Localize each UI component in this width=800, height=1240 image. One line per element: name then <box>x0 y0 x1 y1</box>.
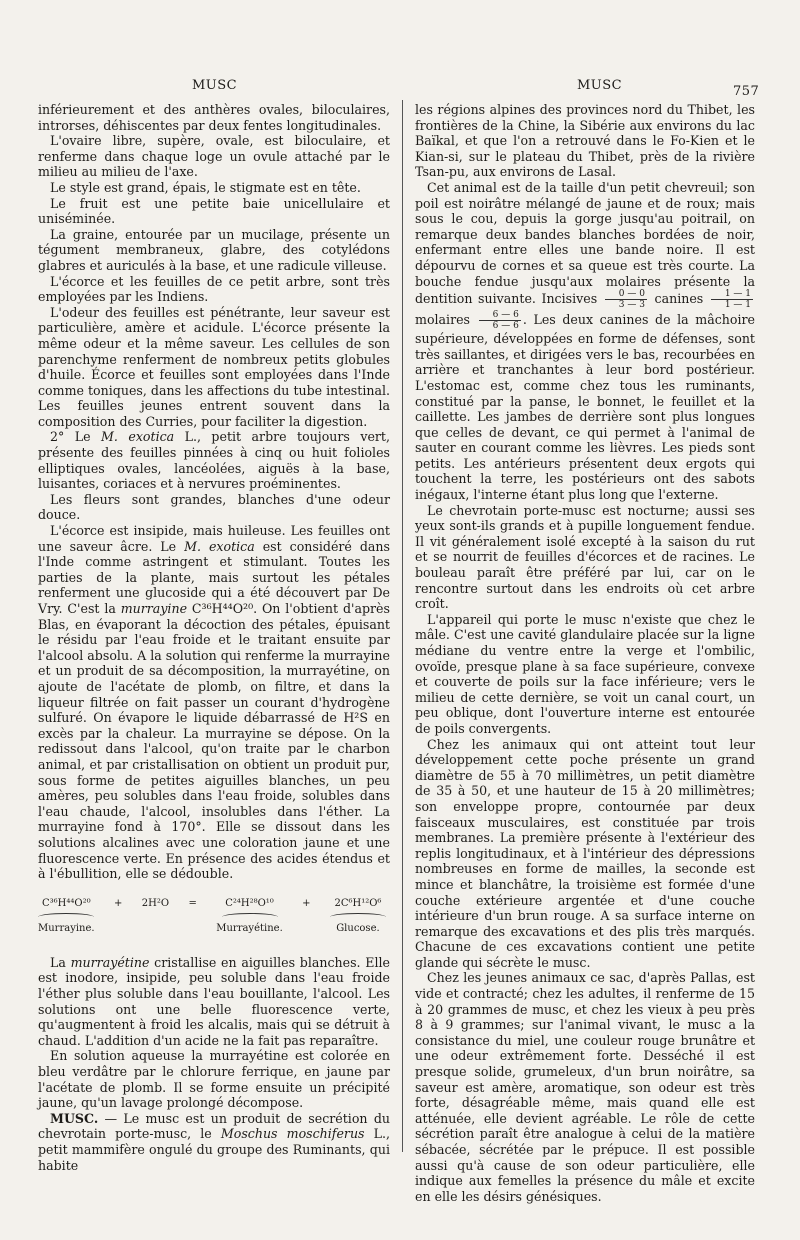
fraction-numerator: 6 — 6 <box>479 310 521 321</box>
paragraph: Chez les jeunes animaux ce sac, d'après Pallas, est vide et contracté; chez les adultes, il renferme de 15 à 20 grammes de musc, et chez les vieux à peu près 8 à 9 grammes; sur l'animal vivant, le musc a la consistance du miel, une couleur rouge brunâtre et une odeur extrêmement forte. Desséché il est presque solide, grumeleux, d'un brun noirâtre, sa saveur est amère, aromatique, son odeur est très forte, désagréable même, mais quand elle est atténuée, elle devient agréable. Le rôle de cette sécrétion paraît être analogue à celui de la matière sébacée, sécrétée par le prépuce. Il est possible aussi qu'à cause de son odeur particulière, elle indique aux femelles la présence du mâle et excite en elle les désirs génésiques. <box>415 970 755 1204</box>
text-run: L., petit mammifère ongulé du groupe des Ruminants, qui habite <box>38 1126 390 1173</box>
fraction-numerator: 0 — 0 <box>605 289 647 300</box>
running-head-left: MUSC <box>192 78 238 93</box>
formula-text: 2C⁶H¹²O⁶ <box>334 897 382 909</box>
formula-label: Murrayétine. <box>216 923 283 935</box>
text-run: est considéré dans l'Inde comme astringent et stimulant. Toutes les parties de la plante, mais surtout les pétales renferment une glucoside qui a été découvert par De Vry. C'est la <box>38 538 390 616</box>
formula-term <box>330 896 386 937</box>
compound-name: murrayétine <box>70 954 150 970</box>
species-name: Moschus moschiferus <box>220 1126 365 1142</box>
fraction-denominator: 6 — 6 <box>492 321 519 332</box>
formula-text: 2H²O <box>141 897 170 909</box>
paragraph: L'ovaire libre, supère, ovale, est biloculaire, et renferme dans chaque loge un ovule attaché par le milieu au milieu de l'axe. <box>38 133 390 180</box>
formula-term <box>216 896 283 937</box>
entry-head: MUSC. <box>50 1110 99 1126</box>
paragraph: les régions alpines des provinces nord du Thibet, les frontières de la Chine, la Sibérie aux environs du lac Baïkal, et que l'on a retrouvé dans le Fo-Kien et le Kian-si, sur le plateau du Thibet, près de la rivière Tsan-pu, aux environs de Lasal. <box>415 102 755 180</box>
fraction-denominator: 3 — 3 <box>618 300 645 311</box>
column-divider <box>402 100 403 1152</box>
equals-sign: = <box>188 897 197 909</box>
paragraph: L'odeur des feuilles est pénétrante, leur saveur est particulière, amère et acidule. L'écorce présente la même odeur et la même saveur. Les cellules de son parenchyme renferment de nombreux petits globules d'huile. Écorce et feuilles sont employées dans l'Inde comme toniques, dans les affections du tube intestinal. Les feuilles jeunes entrent souvent dans la composition des Curries, pour faciliter la digestion. <box>38 304 390 429</box>
dental-fraction <box>605 289 647 310</box>
page-number: 757 <box>733 84 760 99</box>
text-run: . Les deux canines de la mâchoire supérieure, développées en forme de défenses, sont très saillantes, et dirigées vers le bas, recourbées en arrière et tranchantes à leur bord postérieur. L'estomac est, comme chez tous les ruminants, constitué par la panse, le bonnet, le feuillet et la caillette. Les jambes de derrière sont plus longues que celles de devant, ce qui permet à l'animal de sauter en courant comme les lièvres. Les pieds sont petits. Les antérieurs présentent deux ergots qui touchent la terre, les postérieurs ont des sabots inégaux, l'interne étant plus long que l'externe. <box>415 312 755 503</box>
formula-label: Glucose. <box>336 923 380 935</box>
formula-label: Murrayine. <box>38 923 95 935</box>
paragraph: inférieurement et des anthères ovales, biloculaires, introrses, déhiscentes par deux fentes longitudinales. <box>38 102 390 133</box>
left-column <box>38 102 390 1173</box>
dental-fraction <box>479 310 521 331</box>
paragraph <box>415 180 755 503</box>
paragraph: Les fleurs sont grandes, blanches d'une odeur douce. <box>38 491 390 523</box>
text-run: canines <box>654 291 704 307</box>
running-head-right: MUSC <box>577 78 623 93</box>
brace <box>222 913 278 921</box>
brace <box>38 913 94 921</box>
chemical-equation <box>38 896 386 937</box>
text-run: C³⁶H⁴⁴O²⁰. On l'obtient d'après Blas, en évaporant la décoction des pétales, épuisant le résidu par l'eau froide et le traitant ensuite par l'alcool absolu. A la solution qui renferme la murrayine et un produit de sa décomposition, la murrayétine, on ajoute de l'acétate de plomb, on filtre, et dans la liqueur filtrée on fait passer un courant d'hydrogène sulfuré. On évapore le liquide débarrassé de H²S en excès par la chaleur. La murrayine se dépose. On la redissout dans l'alcool, qu'on traite par le charbon animal, et par cristallisation on obtient un produit pur, sous forme de petites aiguilles blanches, un peu amères, peu solubles dans l'eau froide, solubles dans l'eau chaude, l'alcool, insolubles dans l'éther. La murrayine fond à 170°. Elle se dissout dans les solutions alcalines avec une coloration jaune et une fluorescence verte. En présence des acides étendus et à l'ébullition, elle se dédouble. <box>38 601 390 882</box>
formula-term <box>38 896 95 937</box>
paragraph: Le style est grand, épais, le stigmate est en tête. <box>50 179 361 195</box>
text-run: molaires <box>415 312 471 328</box>
right-column <box>415 102 755 1204</box>
species-name: M. exotica <box>184 538 255 554</box>
brace <box>330 913 386 921</box>
fraction-numerator: 1 — 1 <box>711 289 753 300</box>
paragraph: En solution aqueuse la murrayétine est colorée en bleu verdâtre par le chlorure ferrique, en jaune par l'acétate de plomb. Il se forme ensuite un précipité jaune, qu'un lavage prolongé décompose. <box>38 1048 390 1111</box>
formula-text: C²⁴H²⁸O¹⁰ <box>225 897 274 909</box>
paragraph: Chez les animaux qui ont atteint tout leur développement cette poche présente un grand diamètre de 55 à 70 millimètres, un petit diamètre de 35 à 50, et une hauteur de 15 à 20 millimètres; son enveloppe propre, contournée par deux faisceaux musculaires, est constituée par trois membranes. La première présente à l'extérieur des replis longitudinaux, et à l'intérieur des dépressions nombreuses en forme de mailles, la seconde est mince et blanchâtre, la troisième est formée d'une couche extérieure argentée et d'une couche intérieure d'un brun rouge. A sa surface interne on remarque des excavations et des plis très marqués. Chacune de ces excavations contient une petite glande qui sécrète le musc. <box>415 736 755 970</box>
text-run: — Le musc est un produit de secrétion du chevrotain porte-musc, le <box>38 1110 390 1142</box>
paragraph: La graine, entourée par un mucilage, présente un tégument membraneux, glabre, des cotylédons glabres et auriculés à la base, et une radicule villeuse. <box>38 226 390 273</box>
compound-name: murrayine <box>120 601 188 616</box>
text-run: L'écorce est insipide, mais huileuse. Les feuilles ont une saveur âcre. Le <box>38 523 390 554</box>
paragraph: L'appareil qui porte le musc n'existe que chez le mâle. C'est une cavité glandulaire placée sur la ligne médiane du ventre entre la verge et l'ombilic, ovoïde, presque plane à sa face supérieure, convexe et couverte de poils sur la face inférieure; vers le milieu de cette dernière, se voit un canal court, un peu oblique, dont l'ouverture interne est entourée de poils convergents. <box>415 611 755 736</box>
species-name: M. exotica <box>101 429 175 445</box>
plus-sign: + <box>113 897 123 909</box>
text-run: L., petit arbre toujours vert, présente des feuilles pinnées à cinq ou huit folioles elliptiques ovales, lancéolées, aiguës à la base, luisantes, coriaces et à nervures proéminentes. <box>38 429 390 492</box>
entry-paragraph <box>38 1111 390 1173</box>
text-run: La <box>50 954 71 970</box>
paragraph: L'écorce et les feuilles de ce petit arbre, sont très employées par les Indiens. <box>38 273 390 305</box>
formula-text: C³⁶H⁴⁴O²⁰ <box>41 897 91 909</box>
text-run: 2° Le <box>50 429 102 445</box>
text-run: Cet animal est de la taille d'un petit chevreuil; son poil est noirâtre mélangé de jaune et de roux; mais sous le cou, depuis la gorge jusqu'au poitrail, on remarque deux bandes blanches bordées de noir, enfermant entre elles une bande noire. Il est dépourvu de cornes et sa queue est très courte. La bouche fendue jusqu'aux molaires présente la dentition suivante. Incisives <box>415 179 755 307</box>
dental-fraction <box>711 289 753 310</box>
paragraph: Le fruit est une petite baie unicellulaire et uniséminée. <box>38 195 390 227</box>
paragraph <box>38 955 390 1049</box>
paragraph <box>38 429 390 491</box>
paragraph <box>38 523 390 882</box>
paragraph: Le chevrotain porte-musc est nocturne; aussi ses yeux sont-ils grands et à pupille longuement fendue. Il vit généralement isolé excepté à la saison du rut et se nourrit de feuilles d'écorces et de racines. Le bouleau paraît être préféré par lui, car on le rencontre surtout dans les endroits où cet arbre croît. <box>415 502 755 612</box>
text-run: cristallise en aiguilles blanches. Elle est inodore, insipide, peu soluble dans l'eau froide l'éther plus soluble dans l'eau bouillante, l'alcool. Les solutions ont une belle fluorescence verte, qu'augmentent à froid les alcalis, mais qui se détruit à chaud. L'addition d'un acide ne la fait pas reparaître. <box>38 954 390 1048</box>
fraction-denominator: 1 — 1 <box>724 300 752 311</box>
plus-sign: + <box>302 897 311 909</box>
